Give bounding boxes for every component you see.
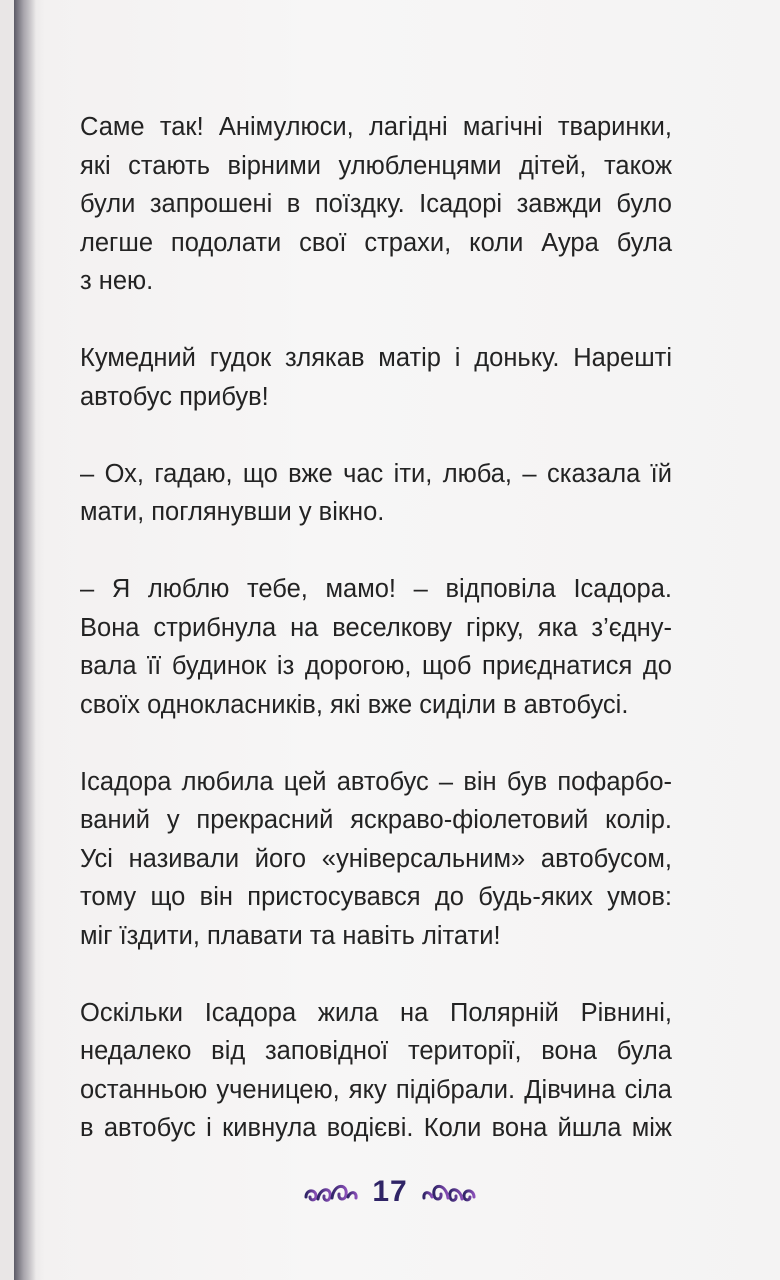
text-line: міг їздити, плавати та навіть літати! bbox=[80, 921, 501, 950]
paragraph-6 bbox=[80, 994, 672, 1148]
text-line: Усі називали його «універсальним» автобусом, bbox=[80, 844, 672, 873]
page-number: 17 bbox=[372, 1175, 408, 1208]
body-text bbox=[80, 108, 672, 1186]
text-line: були запрошені в поїздку. Ісадорі завжди було bbox=[80, 190, 672, 218]
paragraph-2 bbox=[80, 339, 672, 416]
text-line: які стають вірними улюбленцями дітей, також bbox=[80, 151, 672, 180]
text-line: з нею. bbox=[80, 267, 154, 295]
paragraph-5 bbox=[80, 763, 672, 956]
swirl-ornament-icon bbox=[302, 1177, 360, 1207]
text-line: тому що він пристосувався до будь-яких умов: bbox=[80, 883, 672, 911]
text-line: Ісадора любила цей автобус – він був пофарбо- bbox=[80, 767, 672, 796]
text-line: мати, поглянувши у вікно. bbox=[80, 498, 385, 526]
text-line: вала її будинок із дорогою, щоб приєднатися до bbox=[80, 652, 672, 680]
book-page bbox=[14, 0, 780, 1280]
text-line: Оскільки Ісадора жила на Полярній Рівнині, bbox=[80, 998, 672, 1027]
book-spine-shadow bbox=[14, 0, 36, 1280]
text-line: в автобус і кивнула водієві. Коли вона йшла між bbox=[80, 1114, 672, 1142]
text-line: – Я люблю тебе, мамо! – відповіла Ісадора. bbox=[80, 575, 672, 603]
text-line: Саме так! Анімулюси, лагідні магічні тваринки, bbox=[80, 113, 672, 141]
paragraph-4 bbox=[80, 570, 672, 724]
paragraph-1 bbox=[80, 108, 672, 301]
text-line: своїх однокласників, які вже сиділи в автобусі. bbox=[80, 690, 629, 719]
text-line: останньою ученицею, яку підібрали. Дівчина сіла bbox=[80, 1075, 672, 1104]
text-line: легше подолати свої страхи, коли Аура була bbox=[80, 228, 672, 257]
text-line: ваний у прекрасний яскраво-фіолетовий колір. bbox=[80, 806, 672, 834]
text-line: Кумедний гудок злякав матір і доньку. Нарешті bbox=[80, 344, 672, 372]
text-line: недалеко від заповідної території, вона була bbox=[80, 1037, 672, 1065]
paragraph-3 bbox=[80, 455, 672, 532]
text-line: автобус прибув! bbox=[80, 382, 269, 411]
swirl-ornament-icon bbox=[420, 1177, 478, 1207]
text-line: – Ох, гадаю, що вже час іти, люба, – сказала їй bbox=[80, 459, 672, 488]
text-line: Вона стрибнула на веселкову гірку, яка з’єдну- bbox=[80, 613, 672, 642]
page-footer bbox=[0, 1170, 780, 1214]
